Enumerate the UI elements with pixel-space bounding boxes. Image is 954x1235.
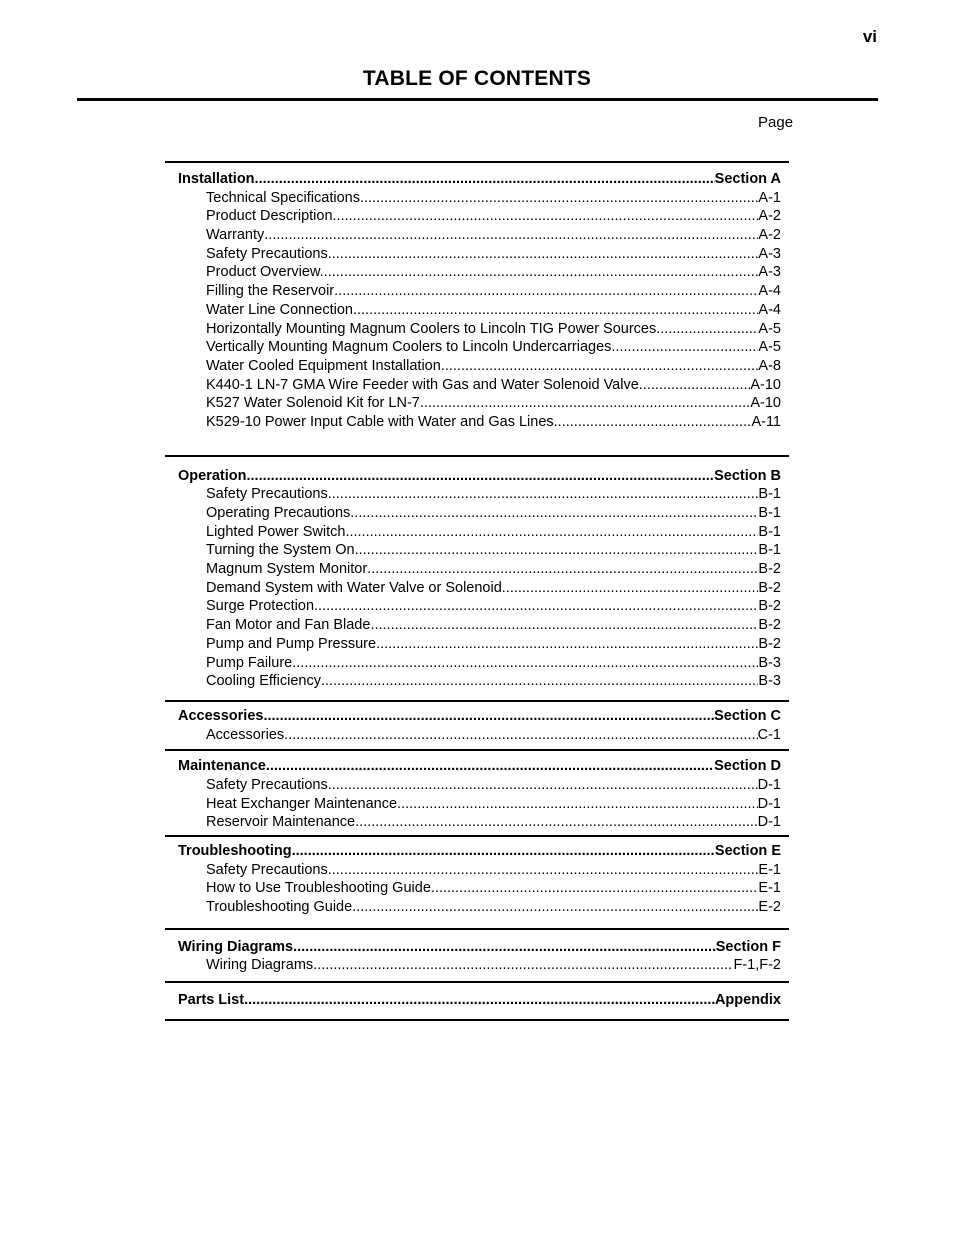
dot-leader [360, 189, 758, 208]
toc-entry-page: A-5 [758, 320, 781, 337]
toc-entry[interactable] [206, 413, 781, 432]
toc-entry[interactable] [206, 504, 781, 523]
toc-entry[interactable] [206, 635, 781, 654]
toc-entry[interactable] [206, 726, 781, 745]
dot-leader [266, 757, 714, 776]
toc-section [165, 749, 789, 835]
dot-leader [353, 301, 758, 320]
toc-entry-page: B-2 [758, 579, 781, 596]
page-column-label: Page [758, 114, 794, 131]
toc-entry-title: Fan Motor and Fan Blade [206, 617, 371, 634]
toc-entry[interactable] [206, 245, 781, 264]
dot-leader [264, 226, 758, 245]
toc-entry[interactable] [206, 879, 781, 898]
toc-entry[interactable] [206, 338, 781, 357]
toc-entry-page: D-1 [757, 776, 781, 793]
toc-entry-page: B-1 [758, 523, 781, 540]
toc-entry-title: Vertically Mounting Magnum Coolers to Lincoln Undercarriages [206, 339, 612, 356]
toc-entry[interactable] [206, 898, 781, 917]
toc-entry[interactable] [206, 226, 781, 245]
toc-entry-title: Cooling Efficiency [206, 673, 321, 690]
dot-leader [334, 282, 758, 301]
toc-entry-page: A-5 [758, 339, 781, 356]
toc-entry-title: Water Line Connection [206, 301, 353, 318]
toc-entry[interactable] [206, 523, 781, 542]
dot-leader [328, 485, 759, 504]
toc-section-heading[interactable] [178, 467, 781, 486]
toc-entry[interactable] [206, 597, 781, 616]
toc-entry-page: B-3 [758, 654, 781, 671]
toc-entry[interactable] [206, 616, 781, 635]
toc-section-heading[interactable] [178, 170, 781, 189]
toc-section-heading-title: Operation [178, 467, 247, 484]
toc-entry-title: Turning the System On [206, 542, 355, 559]
toc-entry-page: A-3 [758, 245, 781, 262]
dot-leader [350, 504, 758, 523]
toc-entry-title: Troubleshooting Guide [206, 899, 353, 916]
toc-section-heading-title: Troubleshooting [178, 843, 292, 859]
toc-section-heading-page: Section A [714, 171, 781, 187]
toc-entry[interactable] [206, 320, 781, 339]
toc-entry-page: A-3 [758, 264, 781, 281]
dot-leader [255, 170, 715, 189]
toc-section-heading-title: Wiring Diagrams [178, 938, 294, 955]
dot-leader [263, 707, 714, 726]
toc-entry[interactable] [206, 301, 781, 320]
toc-section-heading-title: Accessories [178, 707, 264, 724]
dot-leader [367, 560, 758, 579]
toc-entry-page: E-2 [758, 899, 781, 916]
toc-entry-title: Product Overview. [206, 264, 324, 281]
toc-section-heading[interactable] [178, 842, 781, 861]
dot-leader [397, 795, 758, 814]
toc-entry[interactable] [206, 956, 781, 975]
toc-entry-title: Surge Protection [206, 598, 315, 615]
dot-leader [345, 523, 758, 542]
dot-leader [441, 357, 759, 376]
dot-leader [314, 597, 758, 616]
toc-entry[interactable] [206, 795, 781, 814]
toc-section-heading-page: Section C [714, 707, 781, 724]
toc-entry-title: Wiring Diagrams [206, 957, 314, 974]
toc-section [165, 981, 789, 1021]
dot-leader [420, 394, 751, 413]
toc-entry-page: C-1 [757, 726, 781, 743]
toc-entry-title: Heat Exchanger Maintenance [206, 795, 398, 812]
toc-entry-title: Magnum System Monitor [206, 561, 368, 578]
toc-entry[interactable] [206, 282, 781, 301]
toc-entry-title: Technical Specifications [206, 189, 360, 206]
toc-entry-title: Water Cooled Equipment Installation [206, 357, 441, 374]
dot-leader [355, 813, 758, 832]
dot-leader [246, 467, 714, 486]
toc-entry[interactable] [206, 357, 781, 376]
toc-entry-title: Accessories [206, 726, 285, 743]
toc-entry-title: K527 Water Solenoid Kit for LN-7 [206, 395, 420, 412]
dot-leader [328, 861, 759, 880]
table-of-contents [165, 161, 789, 1021]
toc-section-heading-page: Section E [714, 843, 781, 859]
toc-entry-title: Product Description [206, 208, 333, 225]
dot-leader [376, 635, 758, 654]
toc-entry-page: A-8 [758, 357, 781, 374]
toc-entry-title: Safety Precautions [206, 486, 328, 503]
dot-leader [611, 338, 758, 357]
toc-entry[interactable] [206, 207, 781, 226]
toc-section-heading[interactable] [178, 707, 781, 726]
toc-entry-title: Safety Precautions [206, 776, 328, 793]
toc-entry[interactable] [206, 813, 781, 832]
toc-entry[interactable] [206, 263, 781, 282]
toc-entry-title: Reservoir Maintenance [206, 814, 356, 831]
toc-entry-page: B-1 [758, 486, 781, 503]
toc-entry-title: Safety Precautions [206, 861, 328, 878]
toc-entry-title: Operating Precautions [206, 505, 351, 521]
toc-entry[interactable] [206, 776, 781, 795]
toc-entry-page: A-10 [750, 376, 781, 393]
toc-entry-title: Filling the Reservoir [206, 283, 335, 300]
toc-section-heading-title: Installation [178, 171, 255, 187]
page-number: vi [862, 27, 877, 46]
dot-leader [355, 541, 759, 560]
toc-section [165, 700, 789, 749]
dot-leader [244, 991, 715, 1010]
toc-entry-title: How to Use Troubleshooting Guide [206, 880, 431, 897]
dot-leader [293, 938, 716, 957]
toc-section [165, 161, 789, 455]
toc-entry-page: F-1,F-2 [733, 957, 781, 974]
toc-section-heading[interactable] [178, 757, 781, 776]
toc-section-heading-title: Parts List [178, 992, 245, 1009]
toc-entry-title: Lighted Power Switch [206, 523, 346, 540]
toc-entry[interactable] [206, 376, 781, 395]
toc-entry[interactable] [206, 579, 781, 598]
dot-leader [313, 956, 733, 975]
toc-entry[interactable] [206, 394, 781, 413]
toc-entry-page: A-4 [758, 283, 781, 300]
dot-leader [554, 413, 752, 432]
toc-section-heading-page: Appendix [714, 992, 781, 1009]
toc-entry[interactable] [206, 672, 781, 691]
toc-entry-title: K440-1 LN-7 GMA Wire Feeder with Gas and Water Solenoid Valve [206, 376, 639, 393]
toc-entry-title: Pump and Pump Pressure [206, 635, 377, 652]
toc-section [165, 455, 789, 700]
toc-entry[interactable] [206, 560, 781, 579]
dot-leader [370, 616, 758, 635]
toc-entry[interactable] [206, 541, 781, 560]
dot-leader [328, 776, 758, 795]
toc-entry-page: B-1 [758, 542, 781, 559]
toc-entry-title: Horizontally Mounting Magnum Coolers to Lincoln TIG Power Sources [206, 320, 657, 337]
toc-entry[interactable] [206, 189, 781, 208]
toc-entry-title: Pump Failure [206, 654, 293, 671]
title-rule [77, 98, 878, 101]
dot-leader [639, 376, 751, 395]
dot-leader [656, 320, 758, 339]
toc-entry-page: B-1 [758, 505, 781, 521]
toc-section [165, 928, 789, 981]
toc-entry-page: D-1 [757, 814, 781, 831]
dot-leader [502, 579, 759, 598]
toc-section-heading-page: Section F [715, 938, 781, 955]
dot-leader [292, 654, 758, 673]
dot-leader [333, 207, 759, 226]
dot-leader [324, 263, 759, 282]
toc-entry-page: B-2 [758, 635, 781, 652]
page-title: TABLE OF CONTENTS [362, 67, 592, 90]
toc-entry-title: K529-10 Power Input Cable with Water and Gas Lines [206, 413, 554, 430]
toc-entry-page: A-2 [758, 227, 781, 244]
toc-section-heading-page: Section D [714, 758, 781, 775]
toc-entry[interactable] [206, 654, 781, 673]
toc-section-heading[interactable] [178, 938, 781, 957]
toc-section-heading-title: Maintenance [178, 758, 266, 775]
toc-entry[interactable] [206, 485, 781, 504]
dot-leader [321, 672, 758, 691]
toc-entry-page: B-2 [758, 561, 781, 578]
toc-entry-title: Warranty [206, 227, 265, 244]
toc-entry[interactable] [206, 861, 781, 880]
dot-leader [328, 245, 759, 264]
toc-section-heading-page: Section B [714, 467, 781, 484]
toc-entry-page: B-2 [758, 598, 781, 615]
toc-entry-page: D-1 [757, 795, 781, 812]
toc-section [165, 835, 789, 928]
toc-entry-title: Demand System with Water Valve or Solenoid [206, 579, 502, 596]
toc-entry-page: E-1 [758, 861, 781, 878]
toc-section-heading[interactable] [178, 991, 781, 1010]
toc-entry-page: A-4 [758, 301, 781, 318]
toc-entry-page: A-10 [750, 395, 781, 412]
toc-entry-page: A-11 [751, 413, 781, 430]
toc-entry-page: B-2 [758, 617, 781, 634]
dot-leader [284, 726, 757, 745]
toc-entry-page: B-3 [758, 673, 781, 690]
toc-entry-page: A-2 [758, 208, 781, 225]
dot-leader [292, 842, 715, 861]
dot-leader [352, 898, 758, 917]
dot-leader [431, 879, 759, 898]
toc-entry-page: E-1 [758, 880, 781, 897]
toc-entry-title: Safety Precautions [206, 245, 328, 262]
toc-entry-page: A-1 [758, 189, 781, 206]
